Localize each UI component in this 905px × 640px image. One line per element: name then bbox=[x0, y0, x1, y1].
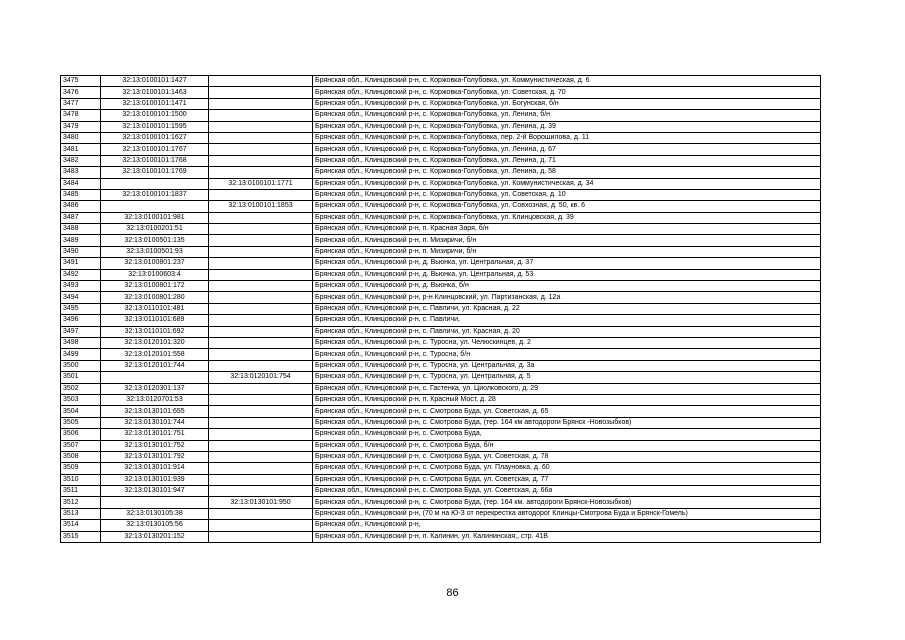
cadastral-number-cell: 32:13:0130105:38 bbox=[101, 508, 209, 519]
address-cell: Брянская обл., Клинцовский р-н, п. Красный Мост, д. 28 bbox=[313, 394, 821, 405]
address-cell: Брянская обл., Клинцовский р-н, с. Туросна, б/н bbox=[313, 349, 821, 360]
cadastral-number-alt-cell bbox=[209, 269, 313, 280]
address-cell: Брянская обл., Клинцовский р-н, п. Красная Заря, б/н bbox=[313, 224, 821, 235]
table-row bbox=[61, 497, 821, 508]
address-cell: Брянская обл., Клинцовский р-н, bbox=[313, 520, 821, 531]
table-row bbox=[61, 383, 821, 394]
table-row bbox=[61, 315, 821, 326]
cadastral-number-alt-cell: 32:13:0100101:1771 bbox=[209, 178, 313, 189]
cadastral-number-cell: 32:13:0120101:558 bbox=[101, 349, 209, 360]
row-number-cell: 3486 bbox=[61, 201, 101, 212]
address-cell: Брянская обл., Клинцовский р-н, с. Смотрова Буда, (тер. 164 км автодороги Брянск -Новозыбков) bbox=[313, 417, 821, 428]
row-number-cell: 3501 bbox=[61, 372, 101, 383]
cadastral-number-cell: 32:13:0100501:135 bbox=[101, 235, 209, 246]
table-row bbox=[61, 303, 821, 314]
address-cell: Брянская обл., Клинцовский р-н, с. Коржовка-Голубовка, ул. Ленина, д. 58 bbox=[313, 167, 821, 178]
address-cell: Брянская обл., Клинцовский р-н, с. Смотрова Буда, ул. Советская, д. 77 bbox=[313, 474, 821, 485]
cadastral-number-cell: 32:13:0100501:93 bbox=[101, 246, 209, 257]
cadastral-number-alt-cell bbox=[209, 212, 313, 223]
table-row bbox=[61, 189, 821, 200]
address-cell: Брянская обл., Клинцовский р-н, с. Туросна, ул. Челюскинцев, д. 2 bbox=[313, 337, 821, 348]
row-number-cell: 3485 bbox=[61, 189, 101, 200]
row-number-cell: 3509 bbox=[61, 463, 101, 474]
table-row bbox=[61, 121, 821, 132]
cadastral-number-cell: 32:13:0100101:1471 bbox=[101, 98, 209, 109]
table-body bbox=[61, 76, 821, 543]
cadastral-number-cell: 32:13:0130101:939 bbox=[101, 474, 209, 485]
cadastral-number-cell: 32:13:0100101:1427 bbox=[101, 76, 209, 87]
table-row bbox=[61, 360, 821, 371]
row-number-cell: 3507 bbox=[61, 440, 101, 451]
address-cell: Брянская обл., Клинцовский р-н, с. Смотрова Буда, (тер. 164 км. автодороги Брянск-Новозыбков) bbox=[313, 497, 821, 508]
address-cell: Брянская обл., Клинцовский р-н, с. Смотрова Буда, ул. Советская, д. 78 bbox=[313, 451, 821, 462]
cadastral-number-alt-cell bbox=[209, 167, 313, 178]
address-cell: Брянская обл., Клинцовский р-н, с. Смотрова Буда, ул. Советская, д. 65 bbox=[313, 406, 821, 417]
table-row bbox=[61, 132, 821, 143]
table-row bbox=[61, 508, 821, 519]
table-row bbox=[61, 394, 821, 405]
cadastral-number-cell: 32:13:0130201:152 bbox=[101, 531, 209, 542]
row-number-cell: 3514 bbox=[61, 520, 101, 531]
cadastral-number-alt-cell bbox=[209, 451, 313, 462]
address-cell: Брянская обл., Клинцовский р-н, п. Мизиричи, б/н bbox=[313, 246, 821, 257]
row-number-cell: 3490 bbox=[61, 246, 101, 257]
table-row bbox=[61, 372, 821, 383]
cadastral-number-alt-cell bbox=[209, 155, 313, 166]
cadastral-number-alt-cell bbox=[209, 440, 313, 451]
cadastral-number-cell: 32:13:0120701:53 bbox=[101, 394, 209, 405]
cadastral-number-alt-cell: 32:13:0130101:950 bbox=[209, 497, 313, 508]
cadastral-number-cell bbox=[101, 201, 209, 212]
row-number-cell: 3488 bbox=[61, 224, 101, 235]
row-number-cell: 3491 bbox=[61, 258, 101, 269]
cadastral-number-alt-cell bbox=[209, 144, 313, 155]
cadastral-number-cell: 32:13:0100801:237 bbox=[101, 258, 209, 269]
row-number-cell: 3482 bbox=[61, 155, 101, 166]
address-cell: Брянская обл., Клинцовский р-н, с. Павличи, ул. Красная, д. 20 bbox=[313, 326, 821, 337]
cadastral-number-alt-cell bbox=[209, 189, 313, 200]
address-cell: Брянская обл., Клинцовский р-н, с. Туросна, ул. Центральная, д. 3а bbox=[313, 360, 821, 371]
cadastral-number-cell: 32:13:0100101:1627 bbox=[101, 132, 209, 143]
cadastral-number-cell: 32:13:0120101:744 bbox=[101, 360, 209, 371]
address-cell: Брянская обл., Клинцовский р-н, с. Туросна, ул. Центральная, д. 5 bbox=[313, 372, 821, 383]
table-row bbox=[61, 440, 821, 451]
cadastral-number-alt-cell bbox=[209, 246, 313, 257]
row-number-cell: 3500 bbox=[61, 360, 101, 371]
table-row bbox=[61, 144, 821, 155]
cadastral-number-cell: 32:13:0130101:914 bbox=[101, 463, 209, 474]
cadastral-number-cell: 32:13:0130105:56 bbox=[101, 520, 209, 531]
address-cell: Брянская обл., Клинцовский р-н, п. Мизиричи, б/н bbox=[313, 235, 821, 246]
address-cell: Брянская обл., Клинцовский р-н, п. Калинин, ул. Калининская,, стр. 41В bbox=[313, 531, 821, 542]
cadastral-number-alt-cell bbox=[209, 508, 313, 519]
cadastral-number-cell: 32:13:0100101:981 bbox=[101, 212, 209, 223]
cadastral-number-alt-cell: 32:13:0100101:1853 bbox=[209, 201, 313, 212]
address-cell: Брянская обл., Клинцовский р-н, д. Вьюнка, б/н bbox=[313, 281, 821, 292]
table-row bbox=[61, 246, 821, 257]
row-number-cell: 3480 bbox=[61, 132, 101, 143]
cadastral-number-alt-cell bbox=[209, 520, 313, 531]
address-cell: Брянская обл., Клинцовский р-н, с. Павличи, ул. Красная, д. 22 bbox=[313, 303, 821, 314]
cadastral-number-cell: 32:13:0100101:1769 bbox=[101, 167, 209, 178]
address-cell: Брянская обл., Клинцовский р-н, с. Смотрова Буда, ул. Плауновка, д. 60 bbox=[313, 463, 821, 474]
address-cell: Брянская обл., Клинцовский р-н, с. Павличи, bbox=[313, 315, 821, 326]
table-row bbox=[61, 235, 821, 246]
row-number-cell: 3513 bbox=[61, 508, 101, 519]
cadastral-number-cell bbox=[101, 178, 209, 189]
table-row bbox=[61, 269, 821, 280]
table-row bbox=[61, 281, 821, 292]
cadastral-number-cell: 32:13:0130101:792 bbox=[101, 451, 209, 462]
cadastral-number-alt-cell bbox=[209, 76, 313, 87]
address-cell: Брянская обл., Клинцовский р-н, с. Коржовка-Голубовка, ул. Клинцовская, д. 39 bbox=[313, 212, 821, 223]
row-number-cell: 3505 bbox=[61, 417, 101, 428]
table-row bbox=[61, 520, 821, 531]
address-cell: Брянская обл., Клинцовский р-н, с. Коржовка-Голубовка, ул. Ленина, б/н bbox=[313, 110, 821, 121]
row-number-cell: 3503 bbox=[61, 394, 101, 405]
row-number-cell: 3498 bbox=[61, 337, 101, 348]
cadastral-number-alt-cell bbox=[209, 463, 313, 474]
cadastral-number-alt-cell bbox=[209, 326, 313, 337]
table-row bbox=[61, 167, 821, 178]
table-row bbox=[61, 258, 821, 269]
row-number-cell: 3481 bbox=[61, 144, 101, 155]
row-number-cell: 3494 bbox=[61, 292, 101, 303]
address-cell: Брянская обл., Клинцовский р-н, с. Коржовка-Голубовка, ул. Ленина, д. 71 bbox=[313, 155, 821, 166]
table-row bbox=[61, 110, 821, 121]
row-number-cell: 3511 bbox=[61, 486, 101, 497]
row-number-cell: 3478 bbox=[61, 110, 101, 121]
cadastral-number-cell: 32:13:0100801:172 bbox=[101, 281, 209, 292]
table-row bbox=[61, 531, 821, 542]
table-row bbox=[61, 486, 821, 497]
address-cell: Брянская обл., Клинцовский р-н, д. Вьюнка, ул. Центральная, д. 53 bbox=[313, 269, 821, 280]
row-number-cell: 3515 bbox=[61, 531, 101, 542]
cadastral-number-cell: 32:13:0100801:280 bbox=[101, 292, 209, 303]
cadastral-number-alt-cell bbox=[209, 360, 313, 371]
table-row bbox=[61, 201, 821, 212]
cadastral-number-alt-cell bbox=[209, 429, 313, 440]
address-cell: Брянская обл., Клинцовский р-н, с. Коржовка-Голубовка, ул. Совхозная, д. 50, кв. 6 bbox=[313, 201, 821, 212]
cadastral-number-cell: 32:13:0100201:51 bbox=[101, 224, 209, 235]
cadastral-number-cell: 32:13:0130101:752 bbox=[101, 440, 209, 451]
row-number-cell: 3479 bbox=[61, 121, 101, 132]
table-row bbox=[61, 224, 821, 235]
cadastral-number-alt-cell bbox=[209, 531, 313, 542]
cadastral-number-alt-cell bbox=[209, 121, 313, 132]
address-cell: Брянская обл., Клинцовский р-н, с. Гастенка, ул. Циолковского, д. 29 bbox=[313, 383, 821, 394]
address-cell: Брянская обл., Клинцовский р-н, (70 м на Ю-З от перекрестка автодорог Клинцы-Смотрова Буда и Брянск-Гомель) bbox=[313, 508, 821, 519]
row-number-cell: 3504 bbox=[61, 406, 101, 417]
row-number-cell: 3484 bbox=[61, 178, 101, 189]
cadastral-number-alt-cell bbox=[209, 486, 313, 497]
cadastral-number-alt-cell bbox=[209, 258, 313, 269]
cadastral-number-alt-cell bbox=[209, 281, 313, 292]
cadastral-number-alt-cell bbox=[209, 394, 313, 405]
address-cell: Брянская обл., Клинцовский р-н, р-н Клинцовский, ул. Партизанская, д. 12а bbox=[313, 292, 821, 303]
cadastral-number-alt-cell bbox=[209, 417, 313, 428]
table-row bbox=[61, 406, 821, 417]
cadastral-number-cell: 32:13:0130101:751 bbox=[101, 429, 209, 440]
address-cell: Брянская обл., Клинцовский р-н, с. Коржовка-Голубовка, ул. Коммунистическая, д. 6 bbox=[313, 76, 821, 87]
cadastral-number-alt-cell bbox=[209, 98, 313, 109]
table-row bbox=[61, 292, 821, 303]
cadastral-number-alt-cell bbox=[209, 383, 313, 394]
cadastral-number-cell: 32:13:0100101:1500 bbox=[101, 110, 209, 121]
address-cell: Брянская обл., Клинцовский р-н, с. Смотрова Буда, ул. Советская, д. 66а bbox=[313, 486, 821, 497]
cadastral-number-cell: 32:13:0130101:947 bbox=[101, 486, 209, 497]
cadastral-number-cell: 32:13:0100101:1463 bbox=[101, 87, 209, 98]
row-number-cell: 3476 bbox=[61, 87, 101, 98]
cadastral-number-cell: 32:13:0120101:320 bbox=[101, 337, 209, 348]
cadastral-number-cell: 32:13:0100603:4 bbox=[101, 269, 209, 280]
address-cell: Брянская обл., Клинцовский р-н, с. Смотрова Буда, б/н bbox=[313, 440, 821, 451]
row-number-cell: 3475 bbox=[61, 76, 101, 87]
cadastral-number-alt-cell bbox=[209, 406, 313, 417]
cadastral-number-alt-cell bbox=[209, 349, 313, 360]
cadastral-number-cell: 32:13:0130101:744 bbox=[101, 417, 209, 428]
row-number-cell: 3495 bbox=[61, 303, 101, 314]
row-number-cell: 3493 bbox=[61, 281, 101, 292]
row-number-cell: 3496 bbox=[61, 315, 101, 326]
address-cell: Брянская обл., Клинцовский р-н, с. Коржовка-Голубовка, пер. 2-й Ворошилова, д. 11 bbox=[313, 132, 821, 143]
cadastral-number-alt-cell bbox=[209, 315, 313, 326]
address-cell: Брянская обл., Клинцовский р-н, д. Вьюнка, ул. Центральная, д. 37 bbox=[313, 258, 821, 269]
table-row bbox=[61, 326, 821, 337]
cadastral-number-alt-cell: 32:13:0120101:754 bbox=[209, 372, 313, 383]
address-cell: Брянская обл., Клинцовский р-н, с. Коржовка-Голубовка, ул. Советская, д. 10 bbox=[313, 189, 821, 200]
cadastral-number-alt-cell bbox=[209, 474, 313, 485]
cadastral-number-cell: 32:13:0100101:1837 bbox=[101, 189, 209, 200]
row-number-cell: 3510 bbox=[61, 474, 101, 485]
row-number-cell: 3502 bbox=[61, 383, 101, 394]
table-row bbox=[61, 212, 821, 223]
table-row bbox=[61, 417, 821, 428]
address-cell: Брянская обл., Клинцовский р-н, с. Смотрова Буда, bbox=[313, 429, 821, 440]
cadastral-number-cell: 32:13:0110101:692 bbox=[101, 326, 209, 337]
address-cell: Брянская обл., Клинцовский р-н, с. Коржовка-Голубовка, ул. Советская, д. 70 bbox=[313, 87, 821, 98]
table-row bbox=[61, 98, 821, 109]
cadastral-number-alt-cell bbox=[209, 87, 313, 98]
cadastral-number-alt-cell bbox=[209, 110, 313, 121]
cadastral-number-cell: 32:13:0110101:689 bbox=[101, 315, 209, 326]
cadastral-number-cell bbox=[101, 497, 209, 508]
cadastral-number-alt-cell bbox=[209, 303, 313, 314]
cadastral-number-alt-cell bbox=[209, 337, 313, 348]
table-row bbox=[61, 429, 821, 440]
cadastral-number-cell: 32:13:0100101:1768 bbox=[101, 155, 209, 166]
cadastral-number-alt-cell bbox=[209, 235, 313, 246]
table-row bbox=[61, 349, 821, 360]
cadastral-number-cell: 32:13:0100101:1595 bbox=[101, 121, 209, 132]
table-row bbox=[61, 155, 821, 166]
page-number: 86 bbox=[446, 587, 459, 599]
row-number-cell: 3483 bbox=[61, 167, 101, 178]
row-number-cell: 3492 bbox=[61, 269, 101, 280]
address-cell: Брянская обл., Клинцовский р-н, с. Коржовка-Голубовка, ул. Богунская, б/н bbox=[313, 98, 821, 109]
cadastral-number-cell: 32:13:0110101:481 bbox=[101, 303, 209, 314]
row-number-cell: 3499 bbox=[61, 349, 101, 360]
cadastral-number-cell bbox=[101, 372, 209, 383]
table-row bbox=[61, 474, 821, 485]
table-row bbox=[61, 178, 821, 189]
address-cell: Брянская обл., Клинцовский р-н, с. Коржовка-Голубовка, ул. Коммунистическая, д. 34 bbox=[313, 178, 821, 189]
row-number-cell: 3512 bbox=[61, 497, 101, 508]
cadastral-number-alt-cell bbox=[209, 132, 313, 143]
table-row bbox=[61, 337, 821, 348]
table-row bbox=[61, 76, 821, 87]
table-row bbox=[61, 451, 821, 462]
row-number-cell: 3487 bbox=[61, 212, 101, 223]
row-number-cell: 3477 bbox=[61, 98, 101, 109]
cadastral-number-alt-cell bbox=[209, 224, 313, 235]
row-number-cell: 3489 bbox=[61, 235, 101, 246]
row-number-cell: 3506 bbox=[61, 429, 101, 440]
cadastral-register-table bbox=[60, 75, 821, 543]
cadastral-number-alt-cell bbox=[209, 292, 313, 303]
address-cell: Брянская обл., Клинцовский р-н, с. Коржовка-Голубовка, ул. Ленина, д. 39 bbox=[313, 121, 821, 132]
row-number-cell: 3508 bbox=[61, 451, 101, 462]
cadastral-number-cell: 32:13:0130101:655 bbox=[101, 406, 209, 417]
address-cell: Брянская обл., Клинцовский р-н, с. Коржовка-Голубовка, ул. Ленина, д. 67 bbox=[313, 144, 821, 155]
table-row bbox=[61, 463, 821, 474]
row-number-cell: 3497 bbox=[61, 326, 101, 337]
cadastral-number-cell: 32:13:0100101:1767 bbox=[101, 144, 209, 155]
cadastral-number-cell: 32:13:0120301:137 bbox=[101, 383, 209, 394]
table-row bbox=[61, 87, 821, 98]
